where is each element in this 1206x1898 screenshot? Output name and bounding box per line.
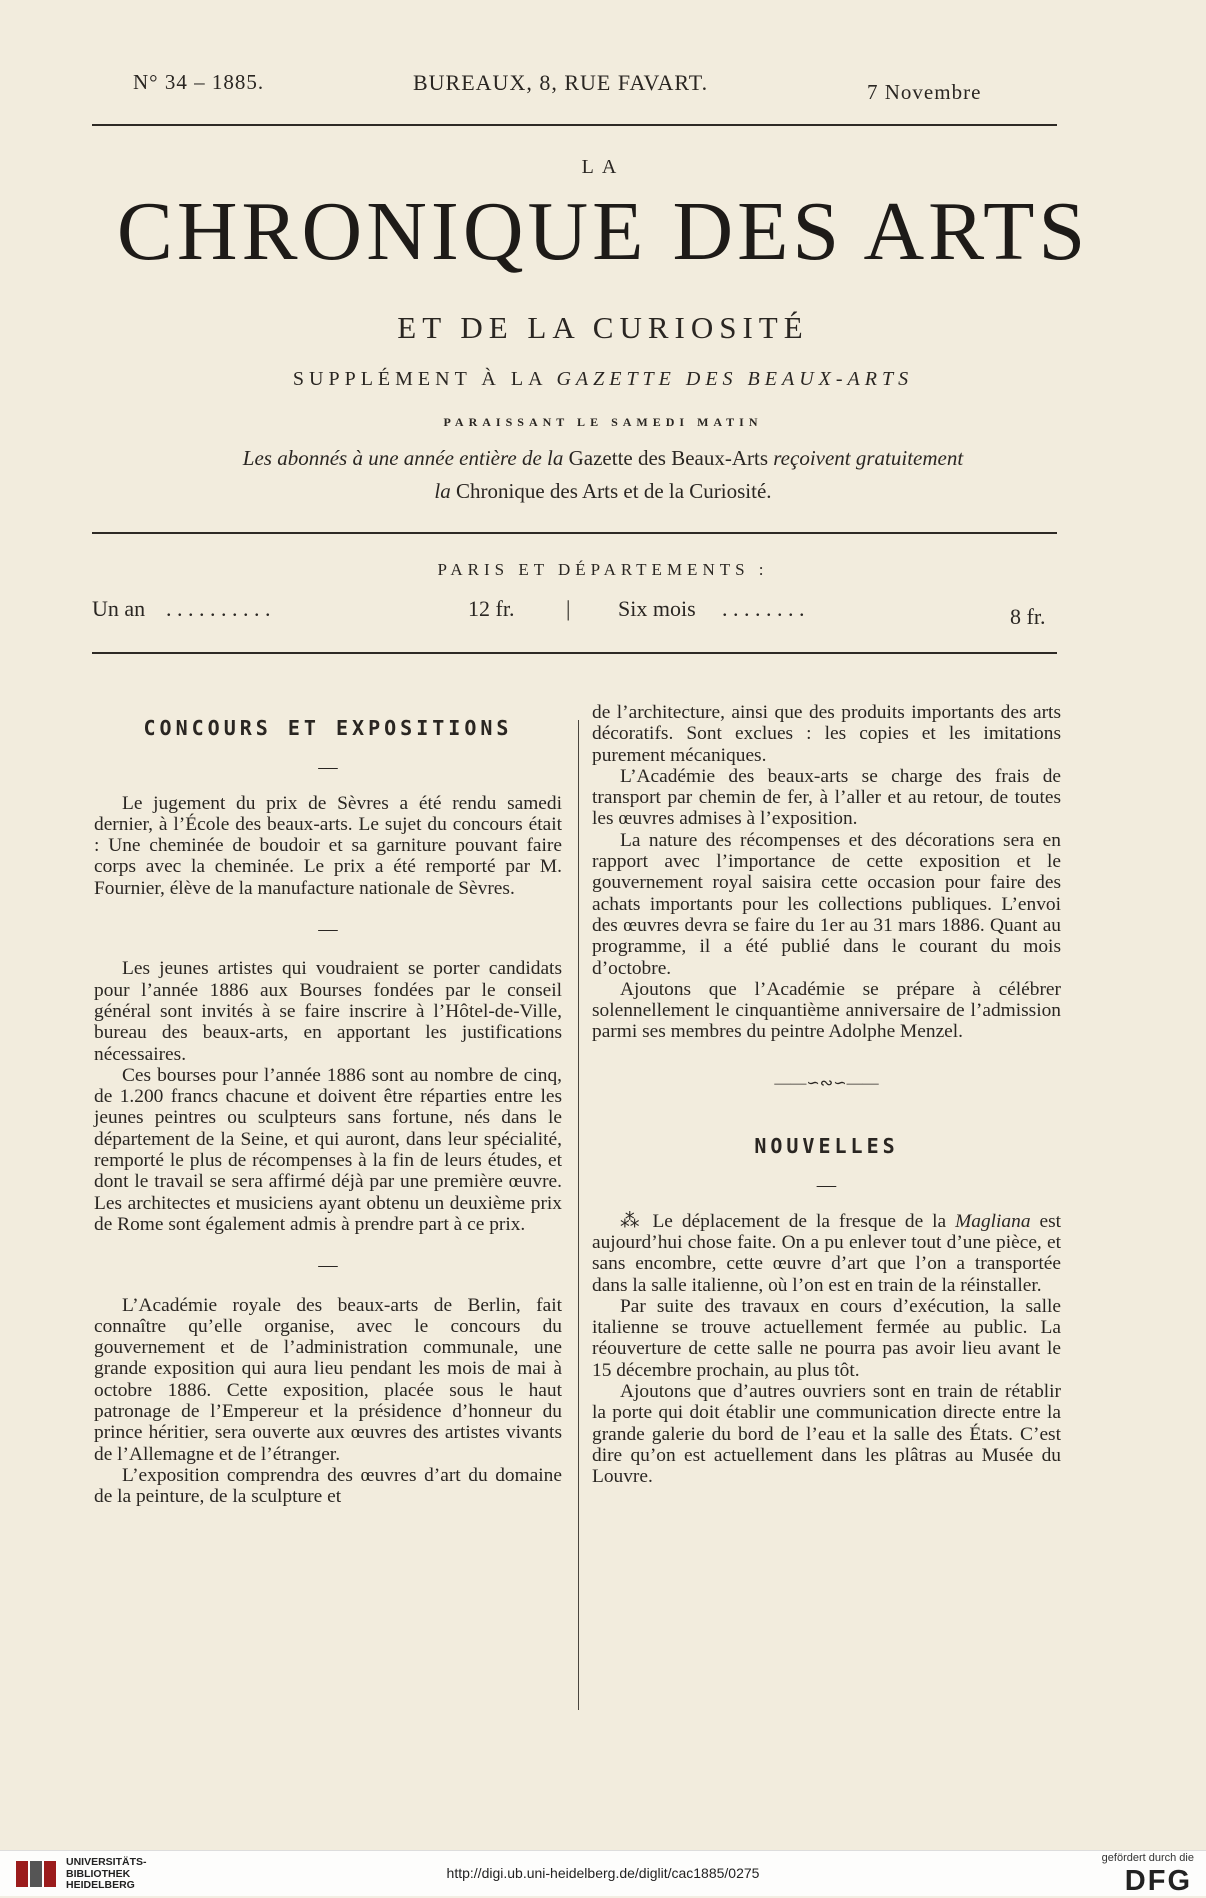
subscriber-note-e: Chronique des Arts et de la Curiosité. xyxy=(456,479,772,503)
supplement-prefix: SUPPLÉMENT À LA xyxy=(292,368,547,390)
one-year-label: Un an xyxy=(92,596,146,621)
dfg-logo: DFG xyxy=(1124,1865,1192,1897)
supplement-line xyxy=(0,368,1206,391)
masthead-title: CHRONIQUE DES ARTS xyxy=(116,185,1090,278)
paragraph: Ajoutons que d’autres ouvriers sont en train de rétablir la porte qui doit établir une communication directe entre la grande galerie du bord de l’eau et la salle des États. C’est dire qu’on est actuellement dans les plâtras au Musée du Louvre. xyxy=(592,1381,1061,1488)
subscription-prices xyxy=(90,596,1060,629)
paragraph: La nature des récompenses et des décorations sera en rapport avec l’importance de cette exposition et le gouvernement royal saisira cette occasion pour faire des achats importants pour les collections publiques. L’envoi des œuvres devra se faire du 1er au 31 mars 1886. Quant au programme, il a été publié dans le courant du mois d’octobre. xyxy=(592,829,1061,979)
subscriber-note-d: la xyxy=(434,479,451,503)
institution-line: UNIVERSITÄTS- xyxy=(66,1856,147,1868)
masthead-rule xyxy=(92,532,1057,534)
one-year-price: 12 fr. xyxy=(468,596,515,621)
subscriber-note-line1 xyxy=(0,446,1206,471)
left-column xyxy=(94,718,562,1508)
header-rule xyxy=(92,124,1057,126)
paragraph: Le jugement du prix de Sèvres a été rendu samedi dernier, à l’École des beaux-arts. Le sujet du concours était : Une cheminée de boudoir et sa garniture pouvant faire corps avec la cheminée. Le prix a été remporté par M. Fournier, élève de la manufacture nationale de Sèvres. xyxy=(94,792,562,899)
subscription-heading: PARIS ET DÉPARTEMENTS : xyxy=(437,560,769,579)
office-address: BUREAUX, 8, RUE FAVART. xyxy=(413,70,709,95)
publication-schedule: PARAISSANT LE SAMEDI MATIN xyxy=(443,415,763,429)
subscriber-note-line2 xyxy=(0,479,1206,504)
subscriber-note-a: Les abonnés à une année entière de la xyxy=(242,446,564,470)
permalink[interactable]: http://digi.ub.uni-heidelberg.de/diglit/cac1885/0275 xyxy=(446,1865,760,1881)
paragraph: L’Académie des beaux-arts se charge des frais de transport par chemin de fer, à l’aller et au retour, de toutes les œuvres admises à l’exposition. xyxy=(592,765,1061,830)
subscriber-note-c: reçoivent gratuitement xyxy=(773,446,964,470)
news-text: Le déplacement de la fresque de la xyxy=(652,1210,947,1232)
asterism-icon: ⁂ xyxy=(620,1210,644,1232)
paragraph: Ajoutons que l’Académie se prépare à célébrer solennellement le cinquantième anniversaire de l’admission parmi ses membres du peintre Adolphe Menzel. xyxy=(592,978,1061,1043)
masthead-article: LA xyxy=(581,156,625,178)
paragraph: L’Académie royale des beaux-arts de Berlin, fait connaître qu’elle organise, avec le concours du gouvernement et de l’administration communale, une grande exposition qui aura lieu pendant les mois de mai à octobre 1886. Cette exposition, placée sous le haut patronage de l’Empereur et la présidence d’honneur du prince héritier, sera ouverte aux œuvres des artistes vivants de l’Allemagne et de l’étranger. xyxy=(94,1294,562,1465)
paragraph: Ces bourses pour l’année 1886 sont au nombre de cinq, de 1.200 francs chacune et doivent être réparties entre les jeunes peintres ou sculpteurs sans fortune, nés dans le département de la Seine, et qui auront, dans leur spécialité, remporté le plus de récompenses à la fin de leurs études, et dont le travail se sera affirmé déjà par une première œuvre. Les architectes et musiciens ayant obtenu un deuxième prix de Rome sont également admis à prendre part à ce prix. xyxy=(94,1064,562,1235)
footer-bar xyxy=(0,1850,1206,1896)
section-title-concours: CONCOURS ET EXPOSITIONS xyxy=(143,716,513,740)
news-italic: Magliana xyxy=(955,1210,1031,1232)
separator-dash xyxy=(94,1255,562,1276)
separator-dash xyxy=(94,919,562,940)
section-dash xyxy=(94,757,562,778)
news-text: est aujourd’hui chose faite. On a pu enlever tout d’une pièce, et sans encombre, cette œuvre d’art que l’on a transportée dans la salle italienne, où l’on est en train de la réinstaller. xyxy=(592,1210,1062,1296)
ornament-divider: ——∽∾∽—— xyxy=(774,1074,879,1092)
supplement-gazette: GAZETTE DES BEAUX-ARTS xyxy=(556,368,914,390)
section-title-nouvelles: NOUVELLES xyxy=(754,1134,899,1159)
paragraph: de l’architecture, ainsi que des produits importants des arts décoratifs. Sont exclues : les copies et les imitations purement mécaniques. xyxy=(592,702,1061,766)
subscription-rule xyxy=(92,652,1057,654)
funding-note: gefördert durch die xyxy=(1101,1852,1194,1864)
column-divider xyxy=(578,720,579,1710)
news-item xyxy=(592,1211,1061,1296)
six-months-dots: . . . . . . . . xyxy=(722,596,805,621)
paragraph: Par suite des travaux en cours d’exécution, la salle italienne se trouve actuellement fermée au public. La réouverture de cette salle ne pourra pas avoir lieu avant le 15 décembre prochain, au plus tôt. xyxy=(592,1295,1061,1381)
one-year-dots: . . . . . . . . . . xyxy=(166,596,271,621)
six-months-label: Six mois xyxy=(618,596,696,621)
right-column xyxy=(592,702,1061,1488)
masthead-subtitle: ET DE LA CURIOSITÉ xyxy=(397,310,809,345)
issue-number: N° 34 – 1885. xyxy=(133,70,265,94)
subscriber-note-b: Gazette des Beaux-Arts xyxy=(568,446,769,470)
institution-line: BIBLIOTHEK xyxy=(66,1867,131,1880)
paragraph: Les jeunes artistes qui voudraient se porter candidats pour l’année 1886 aux Bourses fondées par le conseil général sont invités à se faire inscrire à l’Hôtel-de-Ville, bureau des beaux-arts, en apportant les justifications nécessaires. xyxy=(94,958,562,1065)
issue-date: 7 Novembre xyxy=(867,80,982,104)
section-dash xyxy=(592,1175,1061,1196)
price-separator: | xyxy=(566,596,571,621)
institution-line: HEIDELBERG xyxy=(66,1879,135,1891)
paragraph: L’exposition comprendra des œuvres d’art du domaine de la peinture, de la sculpture et xyxy=(94,1464,562,1508)
six-months-price: 8 fr. xyxy=(1010,604,1046,629)
